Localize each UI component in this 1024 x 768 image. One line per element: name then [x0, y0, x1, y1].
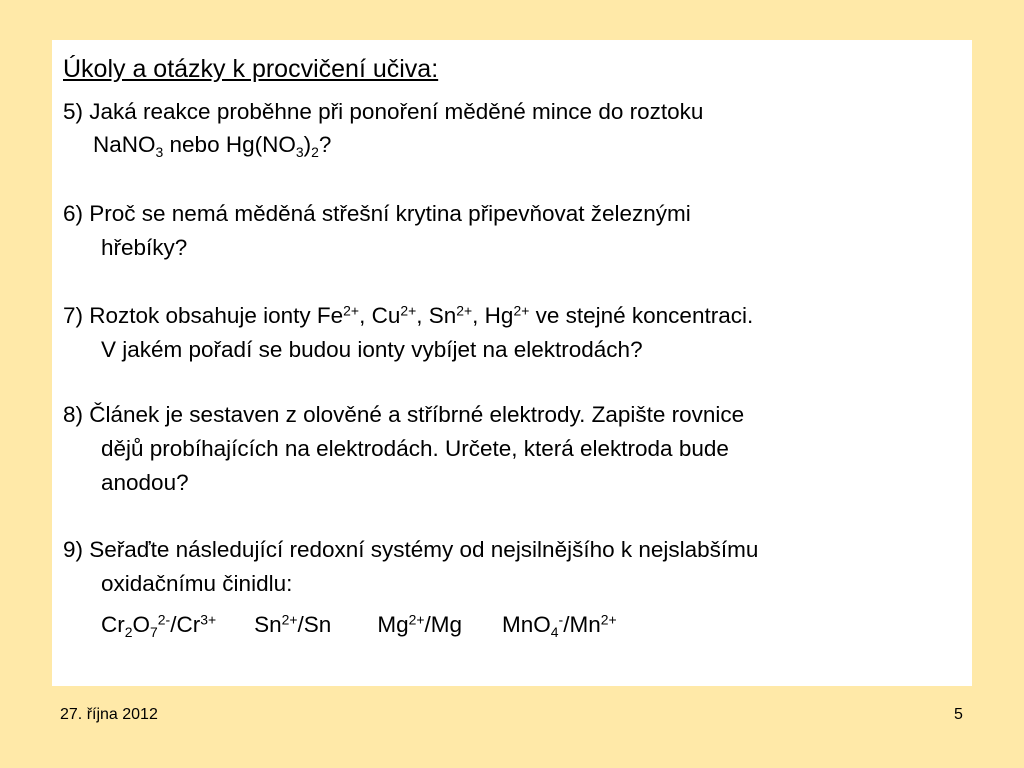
question-6-line-1: 6) Proč se nemá měděná střešní krytina připevňovat železnými [63, 201, 691, 226]
question-5-line-2: NaNO$_3$ nebo $Hg(NO_3)_2$? [93, 132, 332, 160]
redox-magnesium: $Mg^{2+}/Mg$ [377, 611, 463, 637]
question-7-line-1: 7) Roztok obsahuje ionty $Fe^{2+}$, $Cu^{2+}$, $Sn^{2+}$, $Hg^{2+}$ ve stejné koncentraci. [63, 302, 754, 328]
slide-content [52, 40, 972, 686]
question-9-line-1: 9) Seřaďte následující redoxní systémy od nejsilnějšího k nejslabšímu [63, 537, 759, 562]
redox-systems-list [101, 610, 617, 640]
question-9-line-2: oxidačnímu činidlu: [101, 571, 293, 596]
redox-dichromate: $Cr_2O_7^{2-}/Cr^{3+}$ [101, 611, 217, 640]
question-8-line-1: 8) Článek je sestaven z olověné a stříbrné elektrody. Zapište rovnice [63, 402, 745, 427]
question-8-line-2: dějů probíhajících na elektrodách. Určete, která elektroda bude [101, 436, 729, 461]
redox-tin: $Sn^{2+}/Sn$ [254, 611, 332, 637]
redox-permanganate: $MnO_4^-/Mn^{2+}$ [502, 611, 617, 640]
question-5-line-1: 5) Jaká reakce proběhne při ponoření měděné mince do roztoku [63, 99, 704, 124]
question-7-line-2: V jakém pořadí se budou ionty vybíjet na elektrodách? [101, 337, 643, 362]
slide-title: Úkoly a otázky k procvičení učiva: [63, 55, 439, 83]
question-8-line-3: anodou? [101, 470, 189, 495]
page-number: 5 [954, 706, 963, 723]
footer-date: 27. října 2012 [60, 706, 158, 723]
question-6-line-2: hřebíky? [101, 235, 188, 260]
